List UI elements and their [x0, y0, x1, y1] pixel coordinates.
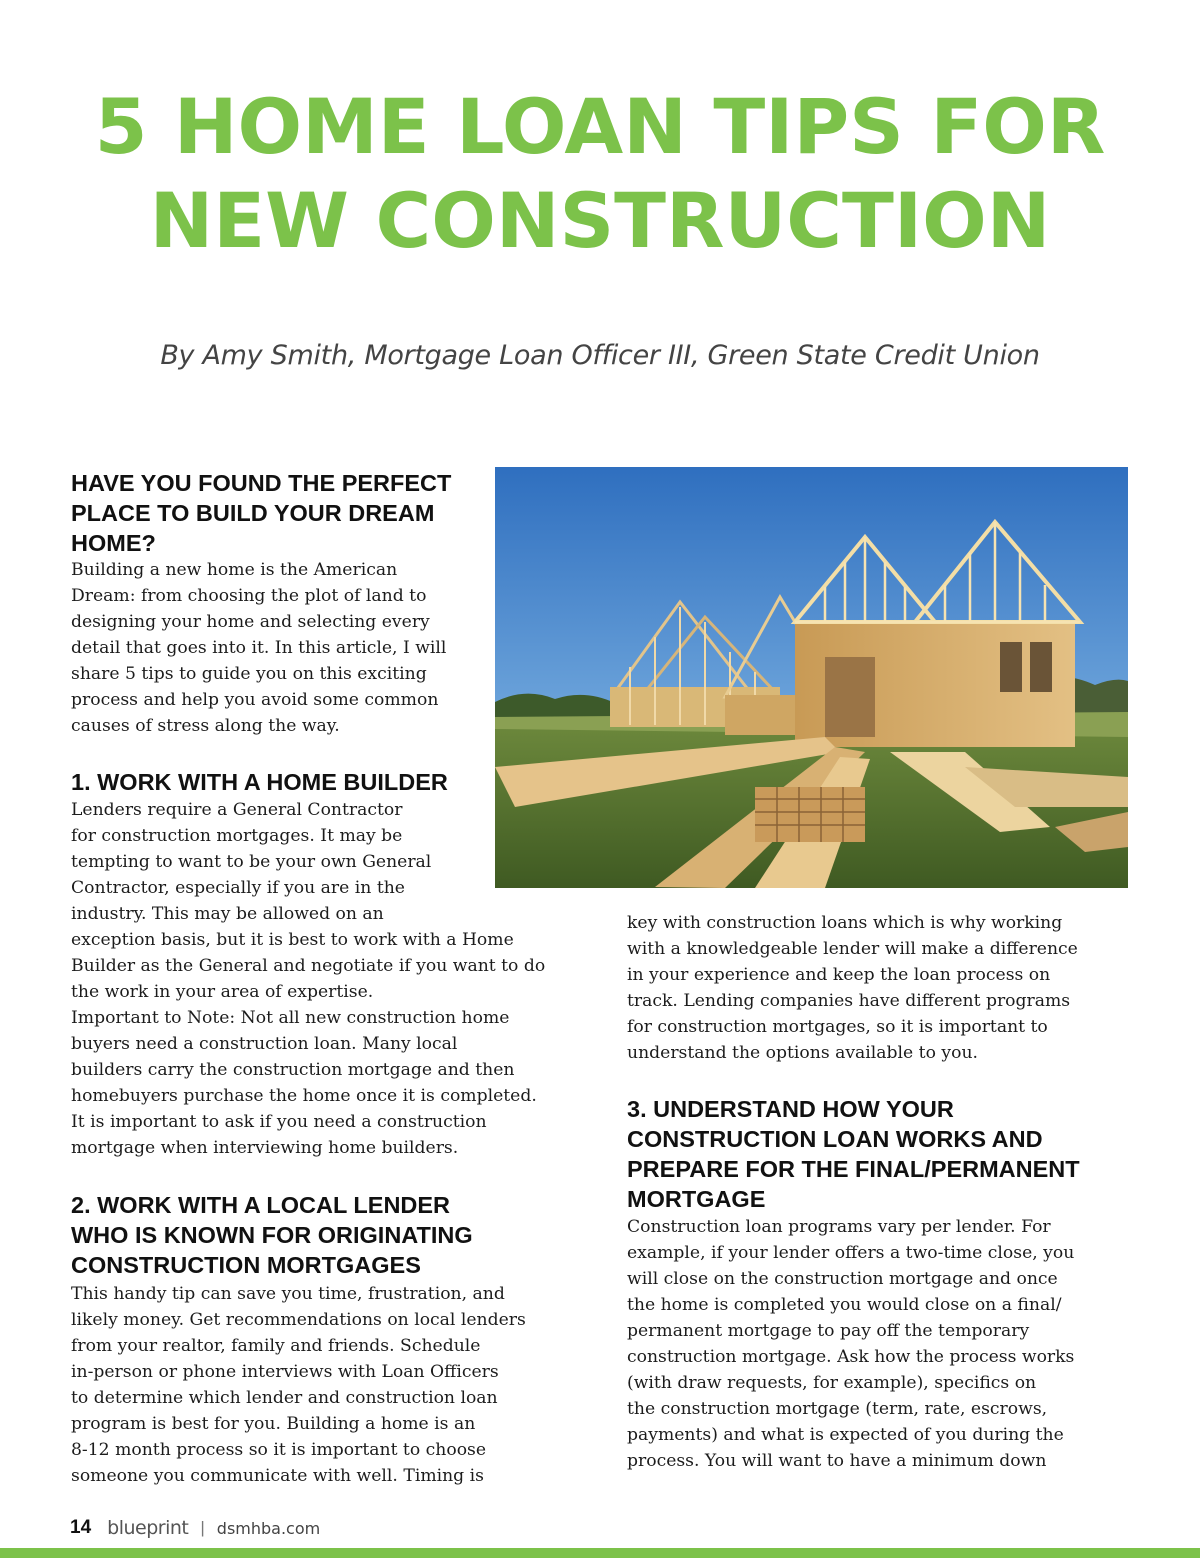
footer-separator: |	[200, 1518, 205, 1537]
tip2-paragraph	[71, 1281, 591, 1489]
text-line: in your experience and keep the loan process on	[627, 965, 1051, 985]
text-line: for construction mortgages. It may be	[71, 826, 403, 846]
footer-accent-bar	[0, 1548, 1200, 1558]
tip3-heading-line: PREPARE FOR THE FINAL/PERMANENT	[627, 1156, 1080, 1182]
text-line: industry. This may be allowed on an	[71, 904, 384, 924]
intro-paragraph	[71, 557, 486, 739]
text-line: Contractor, especially if you are in the	[71, 878, 405, 898]
publication-logo: blueprint	[107, 1517, 189, 1539]
text-line: tempting to want to be your own General	[71, 852, 432, 872]
house-framing-illustration	[495, 467, 1128, 888]
text-line: understand the options available to you.	[627, 1043, 978, 1063]
tip3-paragraph	[627, 1214, 1137, 1474]
title-line-1: 5 HOME LOAN TIPS FOR	[94, 82, 1106, 171]
intro-heading-line: HOME?	[71, 530, 156, 556]
text-line: Building a new home is the American	[71, 560, 398, 580]
article-title	[0, 80, 1200, 268]
text-line: process. You will want to have a minimum down	[627, 1451, 1047, 1471]
tip3-heading-line: CONSTRUCTION LOAN WORKS AND	[627, 1126, 1043, 1152]
text-line: (with draw requests, for example), specifics on	[627, 1373, 1037, 1393]
text-line: share 5 tips to guide you on this exciting	[71, 664, 427, 684]
text-line: likely money. Get recommendations on local lenders	[71, 1310, 526, 1330]
construction-site-photo	[495, 467, 1128, 888]
text-line: exception basis, but it is best to work with a Home	[71, 930, 514, 950]
text-line: detail that goes into it. In this article, I will	[71, 638, 447, 658]
text-line: Construction loan programs vary per lender. For	[627, 1217, 1051, 1237]
tip2-heading-line: 2. WORK WITH A LOCAL LENDER	[71, 1192, 451, 1218]
text-line: to determine which lender and construction loan	[71, 1388, 498, 1408]
byline: By Amy Smith, Mortgage Loan Officer III, Green State Credit Union	[160, 340, 1040, 371]
text-line: builders carry the construction mortgage and then	[71, 1060, 515, 1080]
text-line: It is important to ask if you need a construction	[71, 1112, 487, 1132]
text-line: will close on the construction mortgage and once	[627, 1269, 1058, 1289]
text-line: 8-12 month process so it is important to choose	[71, 1440, 487, 1460]
text-line: payments) and what is expected of you during the	[627, 1425, 1064, 1445]
text-line: This handy tip can save you time, frustration, and	[71, 1284, 505, 1304]
intro-heading-line: HAVE YOU FOUND THE PERFECT	[71, 470, 452, 496]
page-number: 14	[70, 1517, 92, 1538]
text-line: construction mortgage. Ask how the process works	[627, 1347, 1075, 1367]
intro-heading-line: PLACE TO BUILD YOUR DREAM	[71, 500, 435, 526]
text-line: someone you communicate with well. Timing is	[71, 1466, 484, 1486]
text-line: the construction mortgage (term, rate, escrows,	[627, 1399, 1048, 1419]
page-footer	[70, 1516, 320, 1540]
tip3-heading-line: MORTGAGE	[627, 1186, 766, 1212]
text-line: key with construction loans which is why working	[627, 913, 1063, 933]
text-line: Lenders require a General Contractor	[71, 800, 403, 820]
text-line: from your realtor, family and friends. Schedule	[71, 1336, 481, 1356]
text-line: designing your home and selecting every	[71, 612, 430, 632]
tip1-heading: 1. WORK WITH A HOME BUILDER	[71, 769, 448, 795]
text-line: Dream: from choosing the plot of land to	[71, 586, 427, 606]
text-line: example, if your lender offers a two-time close, you	[627, 1243, 1075, 1263]
text-line: the home is completed you would close on a final/	[627, 1295, 1062, 1315]
website-link[interactable]: dsmhba.com	[216, 1518, 321, 1538]
text-line: Important to Note: Not all new construction home	[71, 1008, 510, 1028]
text-line: process and help you avoid some common	[71, 690, 439, 710]
text-line: homebuyers purchase the home once it is completed.	[71, 1086, 537, 1106]
text-line: Builder as the General and negotiate if you want to do	[71, 956, 546, 976]
text-line: program is best for you. Building a home is an	[71, 1414, 476, 1434]
tip3-heading	[627, 1094, 1147, 1214]
text-line: for construction mortgages, so it is important to	[627, 1017, 1048, 1037]
tip2-continued-paragraph	[627, 910, 1137, 1066]
tip2-heading-line: CONSTRUCTION MORTGAGES	[71, 1252, 421, 1278]
intro-heading	[71, 468, 481, 558]
text-line: with a knowledgeable lender will make a difference	[627, 939, 1078, 959]
tip3-heading-line: 3. UNDERSTAND HOW YOUR	[627, 1096, 954, 1122]
text-line: mortgage when interviewing home builders.	[71, 1138, 459, 1158]
tip2-heading	[71, 1190, 541, 1280]
tip2-heading-line: WHO IS KNOWN FOR ORIGINATING	[71, 1222, 473, 1248]
text-line: the work in your area of expertise.	[71, 982, 374, 1002]
text-line: causes of stress along the way.	[71, 716, 340, 736]
text-line: in-person or phone interviews with Loan Officers	[71, 1362, 499, 1382]
text-line: track. Lending companies have different programs	[627, 991, 1071, 1011]
text-line: permanent mortgage to pay off the temporary	[627, 1321, 1030, 1341]
text-line: buyers need a construction loan. Many local	[71, 1034, 458, 1054]
title-line-2: NEW CONSTRUCTION	[149, 176, 1051, 265]
